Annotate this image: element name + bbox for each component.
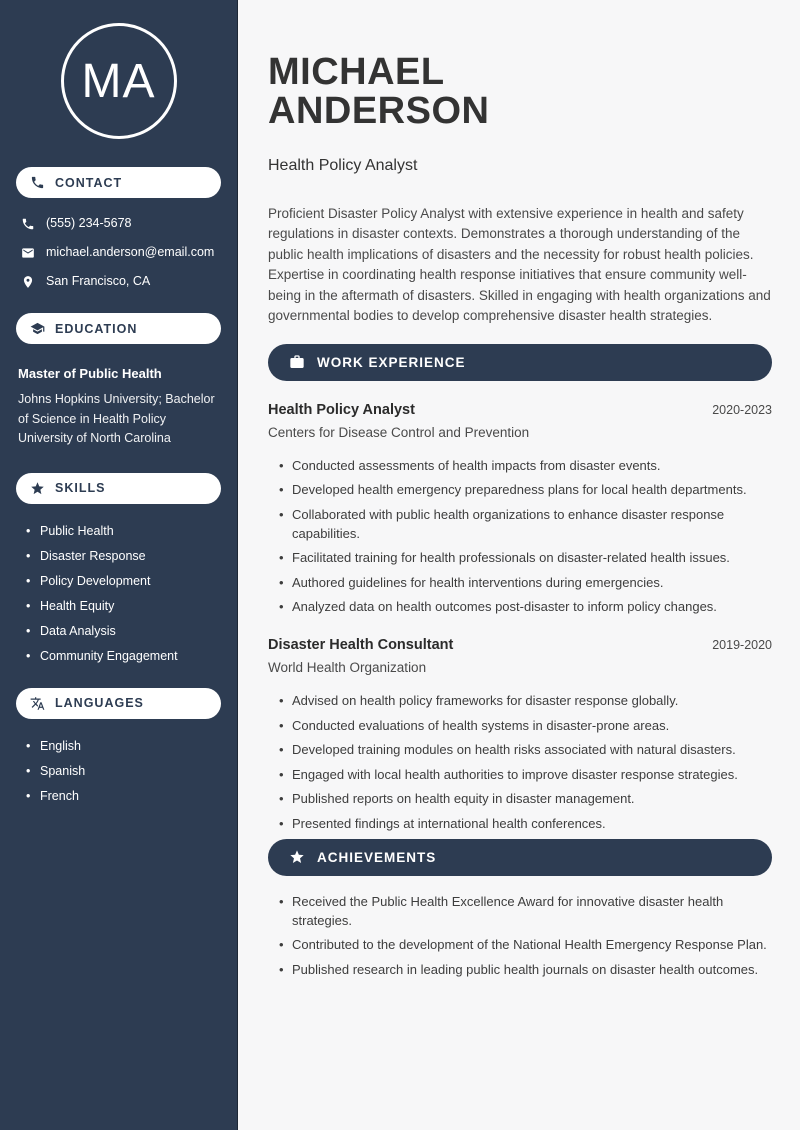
skill-item: • Health Equity (26, 599, 221, 614)
avatar-initials: MA (81, 54, 156, 108)
education-degree: Master of Public Health (18, 366, 162, 381)
education-section-label: EDUCATION (55, 321, 138, 336)
job-bullet: • Conducted assessments of health impacts from disaster events. (279, 456, 772, 475)
skills-list (16, 524, 221, 664)
job-dates: 2019-2020 (712, 638, 772, 653)
job-bullet: • Collaborated with public health organizations to enhance disaster response capabilities. (279, 505, 772, 543)
skill-item: • Public Health (26, 524, 221, 539)
person-name-line1: MICHAEL (268, 51, 445, 94)
skill-item: • Community Engagement (26, 649, 221, 664)
job-company: Centers for Disease Control and Prevention (268, 424, 530, 440)
contact-location-value: San Francisco, CA (46, 274, 151, 288)
graduation-cap-icon (30, 321, 45, 336)
contact-section-label: CONTACT (55, 175, 123, 190)
achievements-banner (268, 839, 772, 876)
achievement-bullet: • Published research in leading public health journals on disaster health outcomes. (279, 960, 772, 979)
education-detail-line: University of North Carolina (18, 431, 171, 445)
job-bullet: • Developed health emergency preparedness plans for local health departments. (279, 480, 772, 499)
sidebar (0, 0, 238, 1130)
job-bullet: • Engaged with local health authorities to improve disaster response strategies. (279, 765, 772, 784)
summary-paragraph: Proficient Disaster Policy Analyst with extensive experience in health and safety regulations in disaster contexts. Demonstrates a thorough understanding of the public health implications of disasters and the necessity for robust health policies. Expertise in coordinating health response initiatives that ensure community well-being in the aftermath of disasters. Skilled in engaging with health organizations and governmental bodies to develop comprehensive disaster health strategies. (268, 205, 771, 324)
phone-icon (21, 217, 35, 231)
contact-email-value: michael.anderson@email.com (46, 245, 215, 259)
job-bullet: • Conducted evaluations of health systems in disaster-prone areas. (279, 716, 772, 735)
job-dates: 2020-2023 (712, 402, 772, 417)
briefcase-icon (289, 354, 305, 370)
skills-section-label: SKILLS (55, 481, 106, 495)
job-bullet: • Authored guidelines for health interventions during emergencies. (279, 573, 772, 592)
language-item: • English (26, 739, 221, 754)
contact-phone-row (21, 216, 221, 231)
main-column (238, 0, 800, 1130)
avatar (61, 23, 177, 139)
contact-location-row (21, 274, 221, 289)
languages-list (16, 739, 221, 804)
person-name (268, 53, 772, 131)
job-bullet: • Presented findings at international health conferences. (279, 814, 772, 833)
education-detail-line: of Science in Health Policy (18, 411, 166, 426)
job-company: World Health Organization (268, 660, 427, 676)
language-item: • French (26, 789, 221, 804)
education-section-header (16, 313, 221, 344)
contact-email-row (21, 245, 221, 260)
job-header (268, 637, 772, 653)
job-bullet: • Developed training modules on health risks associated with natural disasters. (279, 740, 772, 759)
job-bullet: • Facilitated training for health professionals on disaster-related health issues. (279, 548, 772, 567)
achievement-bullet: • Received the Public Health Excellence Award for innovative disaster health strategies. (279, 892, 772, 930)
job-bullet-list (268, 456, 772, 617)
achievement-bullet: • Contributed to the development of the National Health Emergency Response Plan. (279, 935, 772, 954)
job-header (268, 402, 772, 418)
location-icon (21, 275, 35, 289)
achievements-banner-label: ACHIEVEMENTS (317, 849, 437, 865)
email-icon (21, 246, 35, 260)
skills-section-header (16, 473, 221, 504)
work-experience-banner (268, 344, 772, 381)
job-bullet: • Published reports on health equity in disaster management. (279, 789, 772, 808)
star-icon (30, 481, 45, 496)
job-title: Disaster Health Consultant (268, 637, 454, 654)
phone-icon (30, 175, 45, 190)
work-experience-banner-label: WORK EXPERIENCE (317, 354, 466, 370)
job-bullet: • Analyzed data on health outcomes post-disaster to inform policy changes. (279, 597, 772, 616)
person-job-title: Health Policy Analyst (268, 156, 418, 174)
languages-section-label: LANGUAGES (55, 696, 144, 710)
job-bullet: • Advised on health policy frameworks for disaster response globally. (279, 691, 772, 710)
languages-section-header (16, 688, 221, 719)
contact-phone-value: (555) 234-5678 (46, 216, 132, 230)
language-item: • Spanish (26, 764, 221, 779)
person-name-line2: ANDERSON (268, 90, 490, 133)
job-bullet-list (268, 691, 772, 833)
achievement-bullet-list (268, 892, 772, 979)
education-detail-line: Johns Hopkins University; Bachelor (18, 392, 215, 406)
translate-icon (30, 696, 45, 711)
skill-item: • Disaster Response (26, 549, 221, 564)
star-icon (289, 849, 305, 865)
job-title: Health Policy Analyst (268, 401, 415, 418)
skill-item: • Data Analysis (26, 624, 221, 639)
skill-item: • Policy Development (26, 574, 221, 589)
contact-section-header (16, 167, 221, 198)
